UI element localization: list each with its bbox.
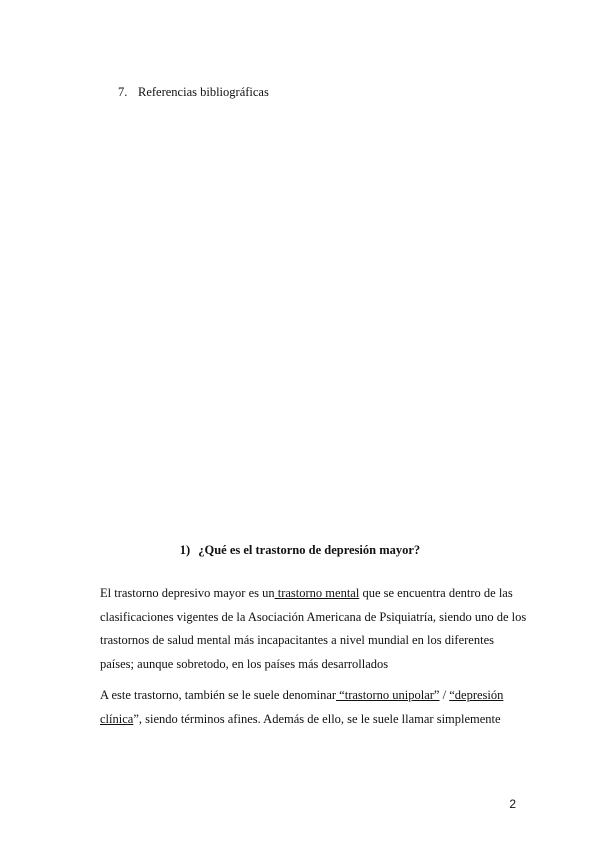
toc-item-label: Referencias bibliográficas [138, 85, 269, 99]
section-number: 1) [179, 543, 191, 557]
text-run: que se encuentra dentro de las [359, 586, 513, 600]
paragraph-line: países; aunque sobretodo, en los países más desarrollados [100, 656, 389, 671]
toc-item-references[interactable] [118, 84, 269, 100]
paragraph-line [100, 582, 513, 606]
text-run: A este trastorno, también se le suele denominar [100, 688, 337, 702]
text-run: / [439, 688, 450, 702]
link-trastorno-mental[interactable]: trastorno mental [274, 586, 360, 600]
section-heading [0, 542, 600, 558]
page-number: 2 [509, 797, 516, 811]
paragraph-line: clasificaciones vigentes de la Asociación Americana de Psiquiatría, siendo uno de los [100, 609, 527, 624]
link-depresion-clinica-cont[interactable]: clínica [100, 711, 134, 726]
paragraph-synonyms [100, 684, 510, 731]
link-depresion-clinica[interactable]: “depresión [449, 688, 504, 702]
paragraph-line: trastornos de salud mental más incapacitantes a nivel mundial en los diferentes [100, 633, 494, 647]
link-trastorno-unipolar[interactable]: “trastorno unipolar” [336, 688, 440, 702]
text-run: ”, siendo términos afines. Además de ello, se le suele llamar simplemente [133, 711, 501, 726]
section-title: ¿Qué es el trastorno de depresión mayor? [198, 543, 421, 557]
toc-item-number: 7. [118, 85, 128, 99]
paragraph-definition [100, 582, 527, 676]
paragraph-line [100, 708, 510, 732]
text-run: El trastorno depresivo mayor es un [100, 586, 275, 600]
paragraph-line [100, 684, 510, 708]
